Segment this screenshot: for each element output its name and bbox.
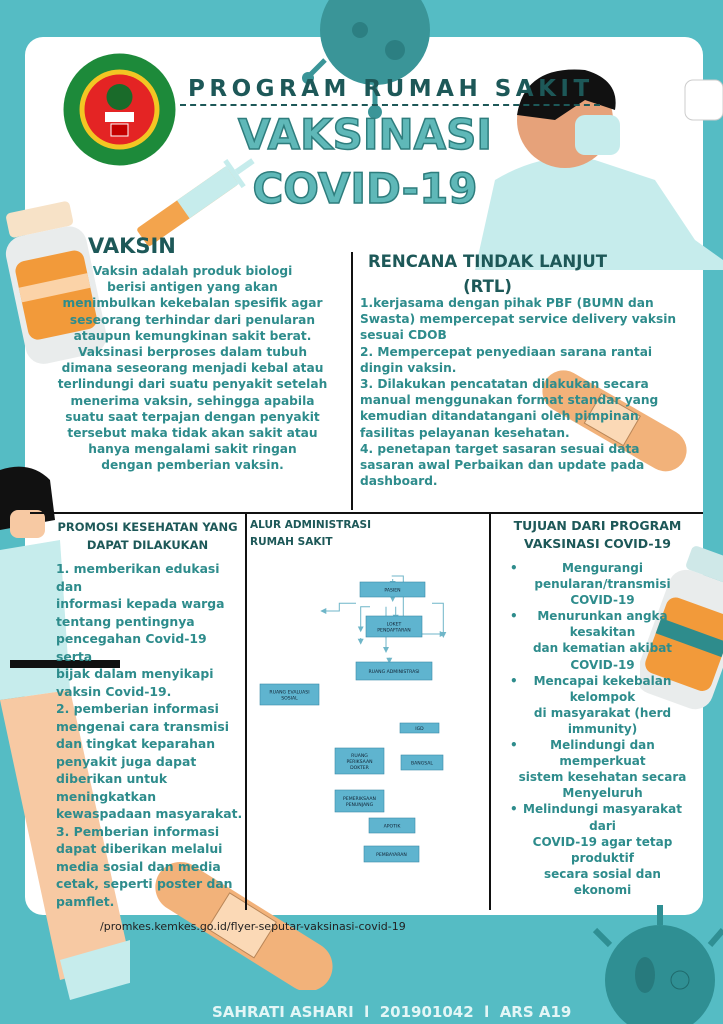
text-line: Melindungi masyarakat: [523, 802, 682, 817]
flow-label-pembayaran: PEMBAYARAN: [376, 853, 407, 858]
admin-flowchart: [250, 570, 490, 870]
text-line: fasilitas pelayanan kesehatan.: [360, 425, 570, 440]
text-line: 2. Mempercepat penyediaan sarana rantai: [360, 344, 653, 359]
flow-arrow: [432, 603, 443, 635]
program-label: PROGRAM RUMAH SAKIT: [188, 76, 594, 102]
text-line: Vaksin adalah produk biologi: [92, 264, 293, 278]
text-line: Mencapai kekebalan: [533, 673, 672, 688]
flow-label-admin: RUANG ADMINISTRASI: [368, 670, 420, 675]
flow-arrow: [323, 603, 356, 611]
text-line: immunity): [567, 721, 638, 736]
text-line: seseorang terhindar dari penularan: [69, 312, 316, 327]
flow-label-pasien: PASIEN: [384, 588, 401, 594]
text-line: Swasta) mempercepat service delivery vaksin: [360, 312, 677, 327]
bullet-icon: •: [510, 738, 518, 753]
text-line: vaksin Covid-19.: [56, 683, 172, 699]
text-line: COVID-19 agar tetap: [532, 834, 673, 849]
text-line: sasaran awal Perbaikan dan update pada: [360, 458, 645, 473]
text-line: Menurunkan angka: [537, 609, 668, 624]
text-line: dashboard.: [360, 474, 438, 489]
text-line: cetak, seperti poster dan: [56, 876, 233, 891]
text-line: kelompok: [569, 689, 636, 704]
text-line: manual menggunakan format standar yang: [360, 393, 659, 408]
bullet-icon: •: [510, 673, 518, 688]
flow-label-igd: IGD: [415, 727, 424, 732]
text-line: hanya mengalami sakit ringan: [88, 442, 297, 457]
text-line: 3. Dilakukan pencatatan dilakukan secara: [360, 377, 649, 392]
flow-label-penunjang: PEMERIKSAAN: [343, 797, 376, 802]
vaksin-heading: VAKSIN: [88, 234, 176, 258]
text-line: dan kematian akibat: [532, 641, 673, 656]
text-line: kewaspadaan masyarakat.: [56, 806, 243, 821]
text-line: menerima vaksin, sehingga apabila: [70, 393, 315, 408]
text-line: dari: [589, 818, 616, 833]
tujuan-item: [510, 608, 690, 672]
flow-label-periksa: PERIKSAAN: [346, 760, 373, 765]
bullet-icon: •: [510, 609, 518, 624]
tujuan-list: [510, 560, 690, 898]
promosi-heading-line1: PROMOSI KESEHATAN YANG: [57, 520, 238, 534]
text-line: produktif: [571, 850, 634, 865]
alur-heading: [250, 517, 371, 551]
text-line: tersebut maka tidak akan sakit atau: [67, 426, 318, 441]
text-line: penyakit juga dapat: [56, 753, 197, 769]
text-line: 2. pemberian informasi: [56, 701, 219, 716]
text-line: kemudian ditandatangani oleh pimpinan: [360, 409, 639, 424]
promosi-heading: [50, 518, 245, 554]
tujuan-item: [510, 673, 690, 737]
text-line: dengan pemberian vaksin.: [101, 458, 284, 473]
text-line: media sosial dan media: [56, 858, 221, 874]
flow-label-loket: LOKET: [386, 622, 402, 628]
text-line: ataupun kemungkinan sakit berat.: [73, 328, 312, 343]
source-link[interactable]: /promkes.kemkes.go.id/flyer-seputar-vaksinasi-covid-19: [100, 920, 406, 933]
flow-label-penunjang: PENUNJANG: [345, 803, 374, 808]
flow-label-periksa: RUANG: [351, 754, 368, 759]
rtl-heading: [355, 249, 620, 299]
rtl-body: [360, 295, 700, 489]
alur-heading-line1: ALUR ADMINISTRASI: [250, 519, 372, 531]
text-line: penularan/transmisi: [534, 577, 671, 592]
divider-vertical-top: [351, 252, 353, 510]
title-vaksinasi: VAKSINASI: [237, 110, 493, 159]
text-line: sesuai CDOB: [360, 328, 447, 343]
text-line: COVID-19: [570, 657, 635, 672]
institution-logo: [62, 52, 177, 167]
tujuan-item: [510, 560, 690, 608]
text-line: dan tingkat keparahan: [56, 736, 216, 751]
promosi-heading-line2: DAPAT DILAKUKAN: [86, 538, 209, 552]
flow-label-loket: PENDAFTARAN: [377, 628, 411, 634]
text-line: 1.kerjasama dengan pihak PBF (BUMN dan: [360, 296, 654, 310]
text-line: dapat diberikan melalui: [56, 841, 223, 856]
tujuan-heading-line2: VAKSINASI COVID-19: [524, 536, 671, 551]
text-line: pamflet.: [56, 893, 115, 909]
title-covid19: COVID-19: [252, 164, 478, 213]
text-line: terlindungi dari suatu penyakit setelah: [57, 377, 328, 392]
text-line: ekonomi: [573, 882, 632, 897]
text-line: dimana seseorang menjadi kebal atau: [61, 361, 324, 376]
flow-label-apotik: APOTIK: [383, 824, 401, 830]
text-line: Menyeluruh: [562, 786, 643, 801]
rtl-heading-line2: (RTL): [463, 277, 512, 296]
text-line: 1. memberikan edukasi dan: [56, 561, 220, 594]
text-line: informasi kepada warga: [56, 596, 225, 611]
text-line: 4. penetapan target sasaran sesuai data: [360, 441, 640, 456]
vaksin-body: [55, 263, 330, 474]
text-line: sistem kesehatan secara: [518, 770, 687, 785]
text-line: kesakitan: [569, 625, 636, 640]
text-line: tentang pentingnya: [56, 613, 195, 629]
divider-horizontal: [30, 512, 703, 514]
text-line: 3. Pemberian informasi: [56, 823, 220, 839]
text-line: pencegahan Covid-19 serta: [56, 631, 207, 664]
flow-label-eval: SOSIAL: [281, 696, 298, 702]
text-line: menimbulkan kekebalan spesifik agar: [62, 296, 323, 311]
tujuan-item: [510, 801, 690, 898]
text-line: meningkatkan: [56, 788, 157, 804]
text-line: dingin vaksin.: [360, 360, 457, 375]
author-footer: SAHRATI ASHARI l 201901042 l ARS A19: [212, 1003, 572, 1021]
text-line: berisi antigen yang akan: [107, 280, 278, 295]
text-line: di masyarakat (herd: [533, 705, 672, 720]
virus-illustration-top: [300, 0, 450, 120]
text-line: mengenai cara transmisi: [56, 718, 230, 734]
tujuan-item: [510, 737, 690, 801]
tujuan-heading: [495, 517, 700, 553]
alur-heading-line2: RUMAH SAKIT: [250, 536, 333, 548]
text-line: bijak dalam menyikapi: [56, 666, 214, 681]
text-line: Mengurangi: [561, 561, 644, 575]
virus-illustration-bottom: [585, 905, 723, 1024]
text-line: COVID-19: [570, 593, 635, 608]
flow-label-bangsal: BANGSAL: [411, 761, 433, 767]
tujuan-heading-line1: TUJUAN DARI PROGRAM: [513, 518, 682, 533]
text-line: secara sosial dan: [544, 866, 661, 881]
flow-label-periksa: DOKTER: [350, 766, 369, 771]
text-line: Melindungi dan: [550, 738, 655, 753]
bullet-icon: •: [510, 561, 518, 575]
promosi-body: [56, 560, 246, 910]
text-line: diberikan untuk: [56, 771, 168, 786]
bullet-icon: •: [510, 802, 518, 817]
text-line: Vaksinasi berproses dalam tubuh: [77, 345, 308, 360]
flow-label-eval: RUANG EVALUASI: [269, 690, 310, 696]
rtl-heading-line1: RENCANA TINDAK LANJUT: [367, 252, 608, 271]
text-line: suatu saat terpajan dengan penyakit: [65, 409, 320, 424]
text-line: memperkuat: [559, 754, 646, 769]
dashed-divider: [180, 104, 600, 106]
